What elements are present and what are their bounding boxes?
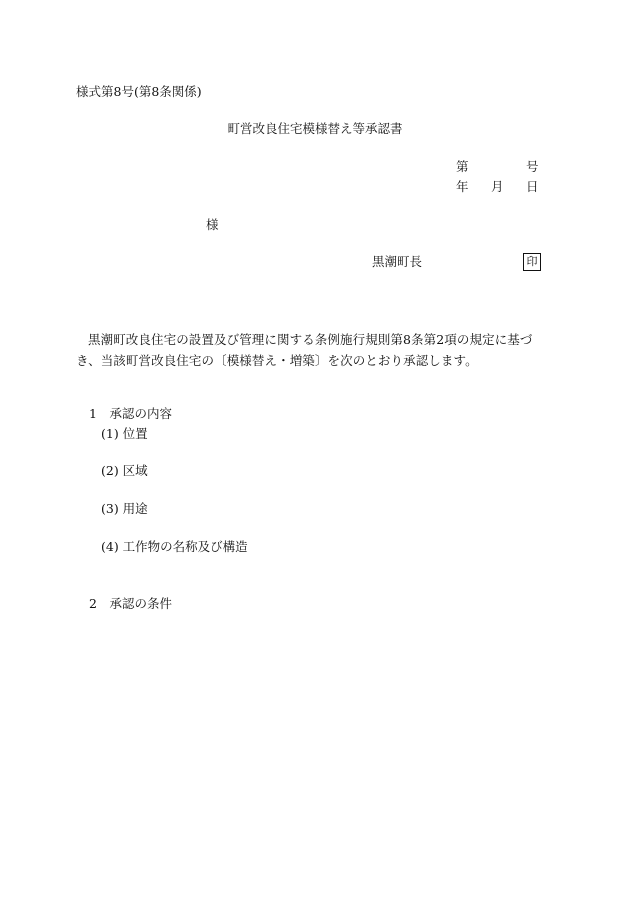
reference-dai-label: 第	[456, 159, 469, 174]
date-year-label: 年	[456, 179, 469, 194]
item-area: (2) 区域	[101, 463, 148, 478]
reference-go-label: 号	[526, 159, 539, 174]
section-approval-conditions: 2 承認の条件	[89, 596, 172, 611]
body-paragraph: 黒潮町改良住宅の設置及び管理に関する条例施行規則第8条第2項の規定に基づき、当該町営改良住宅の〔模様替え・増築〕を次のとおり承認します。	[76, 332, 533, 368]
section-approval-content: 1 承認の内容	[89, 406, 172, 421]
addressee-honorific: 様	[206, 217, 219, 232]
form-number: 様式第8号(第8条関係)	[76, 84, 202, 99]
date-day-label: 日	[526, 179, 539, 194]
document-title: 町営改良住宅模様替え等承認書	[227, 121, 403, 136]
item-purpose: (3) 用途	[101, 501, 148, 516]
item-location: (1) 位置	[101, 426, 148, 441]
issuer-name: 黒潮町長	[372, 254, 423, 269]
date-month-label: 月	[491, 179, 504, 194]
item-structure: (4) 工作物の名称及び構造	[101, 539, 248, 554]
seal-stamp: 印	[523, 253, 541, 271]
